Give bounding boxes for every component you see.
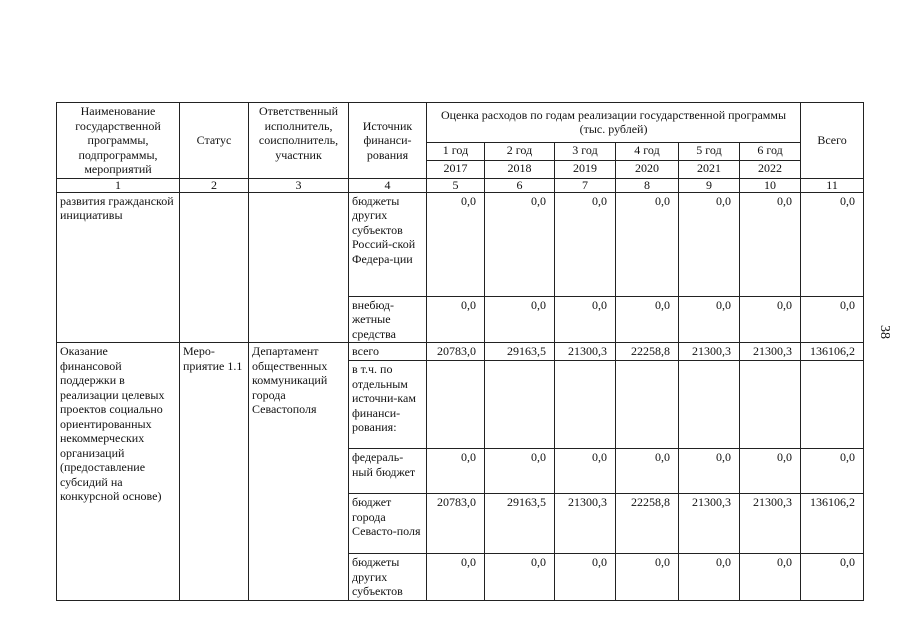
name-line: некоммерческих — [60, 431, 145, 445]
table-row — [57, 192, 864, 296]
value-cell: 0,0 — [616, 554, 679, 601]
value-cell: 0,0 — [427, 449, 485, 494]
column-number: 2 — [180, 178, 249, 192]
value-cell: 0,0 — [427, 296, 485, 343]
table-row — [57, 343, 864, 361]
year-value: 2022 — [740, 160, 801, 178]
year-label: 6 год — [740, 142, 801, 160]
value-cell: 0,0 — [679, 449, 740, 494]
value-cell: 0,0 — [679, 296, 740, 343]
column-number: 5 — [427, 178, 485, 192]
header-responsible: Ответственный исполнитель, соисполнитель, участник — [249, 103, 349, 179]
column-number: 3 — [249, 178, 349, 192]
page-number: 38 — [877, 325, 892, 339]
year-label: 5 год — [679, 142, 740, 160]
status-cell: Меро-приятие 1.1 — [180, 343, 249, 601]
source-cell: в т.ч. по отдельным источни-кам финанси-рования: — [349, 361, 427, 449]
year-value: 2019 — [555, 160, 616, 178]
source-cell: бюджеты других субъектов — [349, 554, 427, 601]
year-value: 2021 — [679, 160, 740, 178]
column-number: 8 — [616, 178, 679, 192]
value-cell: 0,0 — [616, 296, 679, 343]
value-cell: 21300,3 — [555, 343, 616, 361]
program-name-cell: развития гражданской инициативы — [57, 192, 180, 343]
value-cell: 0,0 — [485, 554, 555, 601]
responsible-cell — [249, 192, 349, 343]
header-total: Всего — [801, 103, 864, 179]
total-cell: 0,0 — [801, 296, 864, 343]
name-line: реализации целевых — [60, 387, 165, 402]
year-value: 2020 — [616, 160, 679, 178]
header-name: Наименование государственной программы, подпрограммы, мероприятий — [57, 103, 180, 179]
name-line: поддержки в — [60, 373, 125, 387]
header-estimate-group: Оценка расходов по годам реализации государственной программы (тыс. рублей) — [427, 103, 801, 143]
value-cell: 0,0 — [740, 192, 801, 296]
source-cell: бюджеты других субъектов Россий-ской Федера-ции — [349, 192, 427, 296]
budget-table — [56, 102, 864, 601]
total-cell — [801, 361, 864, 449]
column-number: 1 — [57, 178, 180, 192]
source-cell: бюджет города Севасто-поля — [349, 494, 427, 554]
value-cell: 0,0 — [427, 554, 485, 601]
value-cell: 20783,0 — [427, 494, 485, 554]
value-cell: 0,0 — [616, 449, 679, 494]
value-cell: 0,0 — [616, 192, 679, 296]
year-value: 2017 — [427, 160, 485, 178]
status-cell — [180, 192, 249, 343]
value-cell: 22258,8 — [616, 343, 679, 361]
value-cell: 21300,3 — [740, 494, 801, 554]
value-cell: 21300,3 — [679, 494, 740, 554]
name-line: проектов социально — [60, 402, 163, 416]
value-cell: 20783,0 — [427, 343, 485, 361]
total-cell: 0,0 — [801, 554, 864, 601]
column-number: 7 — [555, 178, 616, 192]
value-cell: 0,0 — [679, 192, 740, 296]
value-cell: 0,0 — [555, 296, 616, 343]
year-label: 4 год — [616, 142, 679, 160]
value-cell — [555, 361, 616, 449]
name-line: Оказание — [60, 344, 108, 358]
name-line: ориентированных — [60, 416, 152, 431]
responsible-cell: Департамент общественных коммуникаций города Севастополя — [249, 343, 349, 601]
column-number: 11 — [801, 178, 864, 192]
column-number: 10 — [740, 178, 801, 192]
source-cell: всего — [349, 343, 427, 361]
value-cell: 0,0 — [740, 449, 801, 494]
year-value: 2018 — [485, 160, 555, 178]
year-label: 1 год — [427, 142, 485, 160]
value-cell: 21300,3 — [679, 343, 740, 361]
column-number: 9 — [679, 178, 740, 192]
source-cell: федераль-ный бюджет — [349, 449, 427, 494]
name-line: субсидий на — [60, 474, 123, 489]
value-cell: 29163,5 — [485, 343, 555, 361]
column-number-row — [57, 178, 864, 192]
value-cell: 22258,8 — [616, 494, 679, 554]
value-cell: 21300,3 — [740, 343, 801, 361]
value-cell: 29163,5 — [485, 494, 555, 554]
value-cell: 0,0 — [485, 296, 555, 343]
value-cell: 0,0 — [485, 449, 555, 494]
value-cell: 0,0 — [740, 554, 801, 601]
value-cell: 0,0 — [485, 192, 555, 296]
value-cell — [679, 361, 740, 449]
column-number: 4 — [349, 178, 427, 192]
program-name-cell — [57, 343, 180, 601]
value-cell: 0,0 — [555, 449, 616, 494]
year-label: 2 год — [485, 142, 555, 160]
header-row — [57, 103, 864, 143]
name-line: (предоставление — [60, 460, 146, 474]
total-cell: 0,0 — [801, 449, 864, 494]
value-cell — [616, 361, 679, 449]
value-cell — [740, 361, 801, 449]
total-cell: 136106,2 — [801, 343, 864, 361]
header-status: Статус — [180, 103, 249, 179]
value-cell: 0,0 — [740, 296, 801, 343]
value-cell: 0,0 — [679, 554, 740, 601]
total-cell: 0,0 — [801, 192, 864, 296]
header-source: Источник финанси-рования — [349, 103, 427, 179]
value-cell: 0,0 — [555, 554, 616, 601]
source-cell: внебюд-жетные средства — [349, 296, 427, 343]
name-line: организаций — [60, 445, 125, 460]
total-cell: 136106,2 — [801, 494, 864, 554]
name-line: конкурсной основе) — [60, 489, 162, 503]
value-cell — [485, 361, 555, 449]
value-cell: 0,0 — [427, 192, 485, 296]
value-cell — [427, 361, 485, 449]
column-number: 6 — [485, 178, 555, 192]
value-cell: 21300,3 — [555, 494, 616, 554]
name-line: финансовой — [60, 358, 122, 373]
year-label: 3 год — [555, 142, 616, 160]
value-cell: 0,0 — [555, 192, 616, 296]
